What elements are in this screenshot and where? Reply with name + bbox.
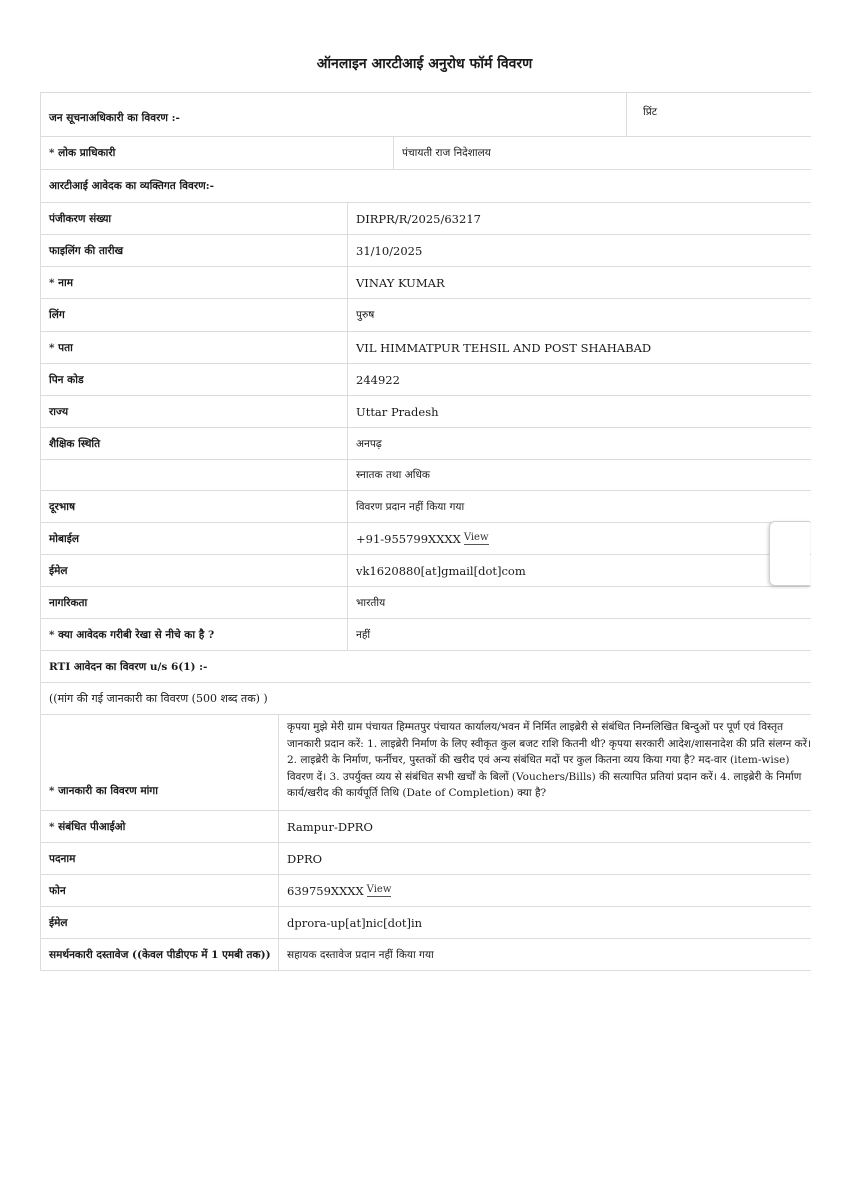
info-requested-label: * जानकारी का विवरण मांगा	[49, 785, 158, 797]
address-row	[41, 332, 811, 364]
filing-date-row	[41, 235, 811, 267]
pincode-row	[41, 364, 811, 396]
pio-phone-label: फोन	[49, 884, 66, 897]
pio-email-label: ईमेल	[49, 916, 68, 929]
designation-value: DPRO	[278, 843, 811, 874]
request-section-row	[41, 651, 811, 683]
print-button[interactable]: प्रिंट	[626, 93, 811, 136]
applicant-section-heading: आरटीआई आवेदक का व्यक्तिगत विवरण:-	[49, 180, 214, 192]
floating-side-tab[interactable]	[769, 521, 810, 586]
concerned-pio-value: Rampur-DPRO	[278, 811, 811, 842]
pio-phone-value: 639759XXXX	[287, 883, 364, 898]
education-row	[41, 428, 811, 460]
gender-label: लिंग	[49, 309, 65, 321]
request-note-row	[41, 683, 811, 715]
bpl-label: * क्या आवेदक गरीबी रेखा से नीचे का है ?	[49, 628, 215, 641]
info-requested-value: कृपया मुझे मेरी ग्राम पंचायत हिम्मतपुर पंचायत कार्यालय/भवन में निर्मित लाइब्रेरी से संबंधित निम्नलिखित बिन्दुओं पर पूर्ण एवं विस्तृत जानकारी प्रदान करें: 1. लाइब्रेरी निर्माण के लिए स्वीकृत कुल बजट राशि कितनी थी? कृपया सरकारी आदेश/शासनादेश की प्रति संलग्न करें। 2. लाइब्रेरी के निर्माण, फर्नीचर, पुस्तकों की खरीद एवं अन्य संबंधित मदों पर कुल कितना व्यय किया गया है? मद-वार (item-wise) विवरण दें। 3. उपर्युक्त व्यय से संबंधित सभी खर्चों के बिलों (Vouchers/Bills) की सत्यापित प्रतियां प्रदान करें। 4. लाइब्रेरी के निर्माण कार्य/खरीद की कार्यपूर्ति तिथि (Date of Completion) क्या है?	[278, 715, 811, 810]
supporting-docs-label: समर्थनकारी दस्तावेज ((केवल पीडीएफ में 1 एमबी तक))	[49, 948, 271, 961]
bpl-row	[41, 619, 811, 651]
filing-date-value: 31/10/2025	[347, 235, 811, 266]
state-label: राज्य	[49, 405, 69, 418]
supporting-docs-value: सहायक दस्तावेज प्रदान नहीं किया गया	[278, 939, 811, 970]
phone-value: विवरण प्रदान नहीं किया गया	[347, 491, 811, 522]
mobile-label: मोबाईल	[49, 532, 79, 545]
pincode-label: पिन कोड	[49, 373, 84, 386]
pio-phone-view-link[interactable]: View	[366, 884, 392, 895]
request-section-heading: RTI आवेदन का विवरण u/s 6(1) :-	[49, 660, 208, 673]
pio-phone-row	[41, 875, 811, 907]
public-authority-label: * लोक प्राधिकारी	[49, 147, 116, 159]
supporting-docs-row	[41, 939, 811, 971]
name-value: VINAY KUMAR	[347, 267, 811, 298]
registration-value: DIRPR/R/2025/63217	[347, 203, 811, 234]
address-label: * पता	[49, 341, 73, 354]
education-extra-label	[41, 460, 49, 490]
gender-value: पुरुष	[347, 299, 811, 331]
mobile-view-link[interactable]: View	[463, 532, 489, 543]
pio-section-heading: जन सूचनाअधिकारी का विवरण :-	[49, 111, 180, 124]
education-label: शैक्षिक स्थिति	[49, 437, 101, 450]
citizenship-label: नागरिकता	[49, 596, 88, 609]
registration-row	[41, 203, 811, 235]
page-title: ऑनलाइन आरटीआई अनुरोध फॉर्म विवरण	[316, 56, 533, 72]
address-value: VIL HIMMATPUR TEHSIL AND POST SHAHABAD	[347, 332, 811, 363]
pio-phone-value-cell	[278, 875, 811, 906]
gender-row	[41, 299, 811, 332]
pio-email-value: dprora-up[at]nic[dot]in	[278, 907, 811, 938]
pio-section-row	[41, 93, 811, 137]
pincode-value: 244922	[347, 364, 811, 395]
email-value: vk1620880[at]gmail[dot]com	[347, 555, 811, 586]
bpl-value: नहीं	[347, 619, 811, 650]
mobile-value-cell	[347, 523, 811, 554]
name-label: * नाम	[49, 276, 73, 289]
citizenship-row	[41, 587, 811, 619]
concerned-pio-row	[41, 811, 811, 843]
mobile-value: +91-955799XXXX	[356, 531, 461, 546]
mobile-row	[41, 523, 811, 555]
designation-row	[41, 843, 811, 875]
applicant-section-row	[41, 170, 811, 203]
citizenship-value: भारतीय	[347, 587, 811, 618]
name-row	[41, 267, 811, 299]
pio-email-row	[41, 907, 811, 939]
rti-form-table	[40, 92, 811, 971]
education-extra-value: स्नातक तथा अधिक	[347, 460, 811, 490]
public-authority-row	[41, 137, 811, 170]
designation-label: पदनाम	[49, 852, 76, 865]
education-value: अनपढ़	[347, 428, 811, 459]
public-authority-value: पंचायती राज निदेशालय	[393, 137, 811, 169]
request-note: ((मांग की गई जानकारी का विवरण (500 शब्द तक) )	[49, 692, 268, 705]
phone-row	[41, 491, 811, 523]
education-extra-row	[41, 460, 811, 491]
concerned-pio-label: * संबंधित पीआईओ	[49, 820, 126, 833]
state-value: Uttar Pradesh	[347, 396, 811, 427]
registration-label: पंजीकरण संख्या	[49, 212, 112, 225]
email-row	[41, 555, 811, 587]
email-label: ईमेल	[49, 564, 68, 577]
info-requested-row	[41, 715, 811, 811]
phone-label: दूरभाष	[49, 500, 76, 513]
filing-date-label: फाइलिंग की तारीख	[49, 244, 124, 257]
state-row	[41, 396, 811, 428]
